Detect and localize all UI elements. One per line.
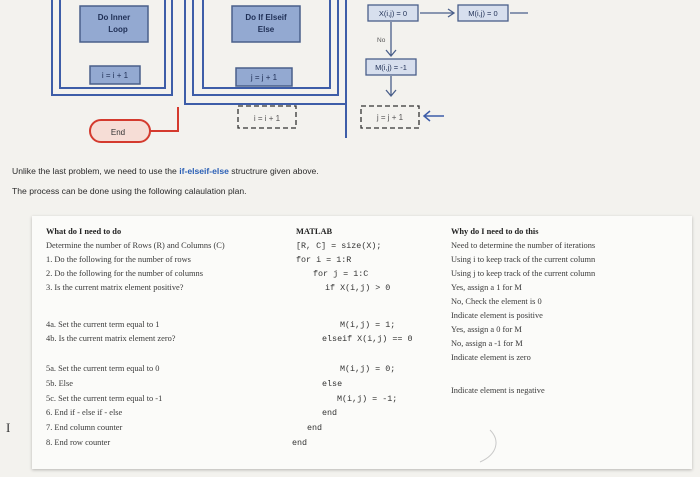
- no-label: No: [377, 37, 386, 44]
- code-line: end: [307, 423, 323, 433]
- code-line: else: [322, 379, 343, 389]
- step-item: 3. Is the current matrix element positive?: [46, 283, 184, 292]
- intro-line-1: [12, 166, 319, 176]
- step-item: 5b. Else: [46, 379, 73, 388]
- why-item: Indicate element is zero: [451, 353, 531, 362]
- assign-zero-label: M(i,j) = 0: [468, 9, 498, 18]
- step-item: 5a. Set the current term equal to 0: [46, 364, 160, 373]
- plan-card: [32, 216, 692, 469]
- code-line: end: [322, 408, 338, 418]
- intro-line-1-end: structrure given above.: [228, 166, 319, 176]
- do-inner-loop-label-2: Loop: [108, 25, 128, 34]
- why-item: Indicate element is positive: [451, 311, 543, 320]
- code-line: end: [292, 438, 308, 448]
- pen-stroke-mark: [472, 426, 502, 466]
- intro-line-2: The process can be done using the following calaulation plan.: [12, 186, 247, 196]
- step-item: 8. End row counter: [46, 438, 111, 447]
- condition-label: X(i,j) = 0: [378, 9, 408, 18]
- step-item: Determine the number of Rows (R) and Columns (C): [46, 241, 225, 250]
- why-item: No, assign a -1 for M: [451, 339, 523, 348]
- arrow-to-j-dashed: [424, 111, 444, 121]
- intro-highlight: if-elseif-else: [179, 166, 229, 176]
- arrow-no-down: [386, 22, 396, 56]
- text-cursor-icon: I: [6, 420, 11, 435]
- j-increment-dashed-label: j = j + 1: [376, 113, 404, 122]
- do-if-label-2: Else: [257, 25, 275, 34]
- end-connector-line: [150, 107, 178, 131]
- step-item: 2. Do the following for the number of columns: [46, 269, 204, 278]
- code-line: M(i,j) = -1;: [337, 394, 398, 404]
- why-item: Need to determine the number of iterations: [451, 241, 596, 250]
- why-item: Yes, assign a 1 for M: [451, 283, 522, 292]
- do-inner-loop-label-1: Do Inner: [97, 13, 131, 22]
- why-item: Using j to keep track of the current column: [451, 269, 596, 278]
- arrow-assign-neg-down: [386, 76, 396, 96]
- end-label: End: [110, 128, 126, 137]
- steps-header: What do I need to do: [46, 227, 122, 236]
- why-item: No, Check the element is 0: [451, 297, 542, 306]
- do-inner-loop-box: [80, 6, 148, 42]
- step-item: 1. Do the following for the number of rows: [46, 255, 191, 264]
- why-item: Indicate element is negative: [451, 386, 545, 395]
- do-if-elseif-box: [232, 6, 300, 42]
- code-line: M(i,j) = 0;: [340, 364, 396, 374]
- why-item: Yes, assign a 0 for M: [451, 325, 522, 334]
- code-line: for j = 1:C: [313, 269, 369, 279]
- do-if-label-1: Do If Elseif: [245, 13, 287, 22]
- step-item: 4b. Is the current matrix element zero?: [46, 334, 176, 343]
- intro-line-1-start: Unlike the last problem, we need to use the: [12, 166, 180, 176]
- arrow-to-assign-zero: [420, 9, 454, 17]
- code-line: if X(i,j) > 0: [325, 283, 391, 293]
- why-item: Using i to keep track of the current column: [451, 255, 596, 264]
- matlab-header: MATLAB: [296, 227, 333, 236]
- step-item: 7. End column counter: [46, 423, 123, 432]
- step-item: 6. End if - else if - else: [46, 408, 123, 417]
- assign-neg-label: M(i,j) = -1: [375, 63, 407, 72]
- j-increment-label: j = j + 1: [250, 73, 278, 82]
- code-line: for i = 1:R: [296, 255, 352, 265]
- code-line: M(i,j) = 1;: [340, 320, 396, 330]
- step-item: 4a. Set the current term equal to 1: [46, 320, 160, 329]
- code-line: elseif X(i,j) == 0: [322, 334, 413, 344]
- step-item: 5c. Set the current term equal to -1: [46, 394, 163, 403]
- why-header: Why do I need to do this: [451, 227, 539, 236]
- i-increment-dashed-label: i = i + 1: [253, 114, 281, 123]
- flowchart: [0, 0, 700, 150]
- code-line: [R, C] = size(X);: [296, 241, 382, 251]
- i-increment-label: i = i + 1: [101, 71, 129, 80]
